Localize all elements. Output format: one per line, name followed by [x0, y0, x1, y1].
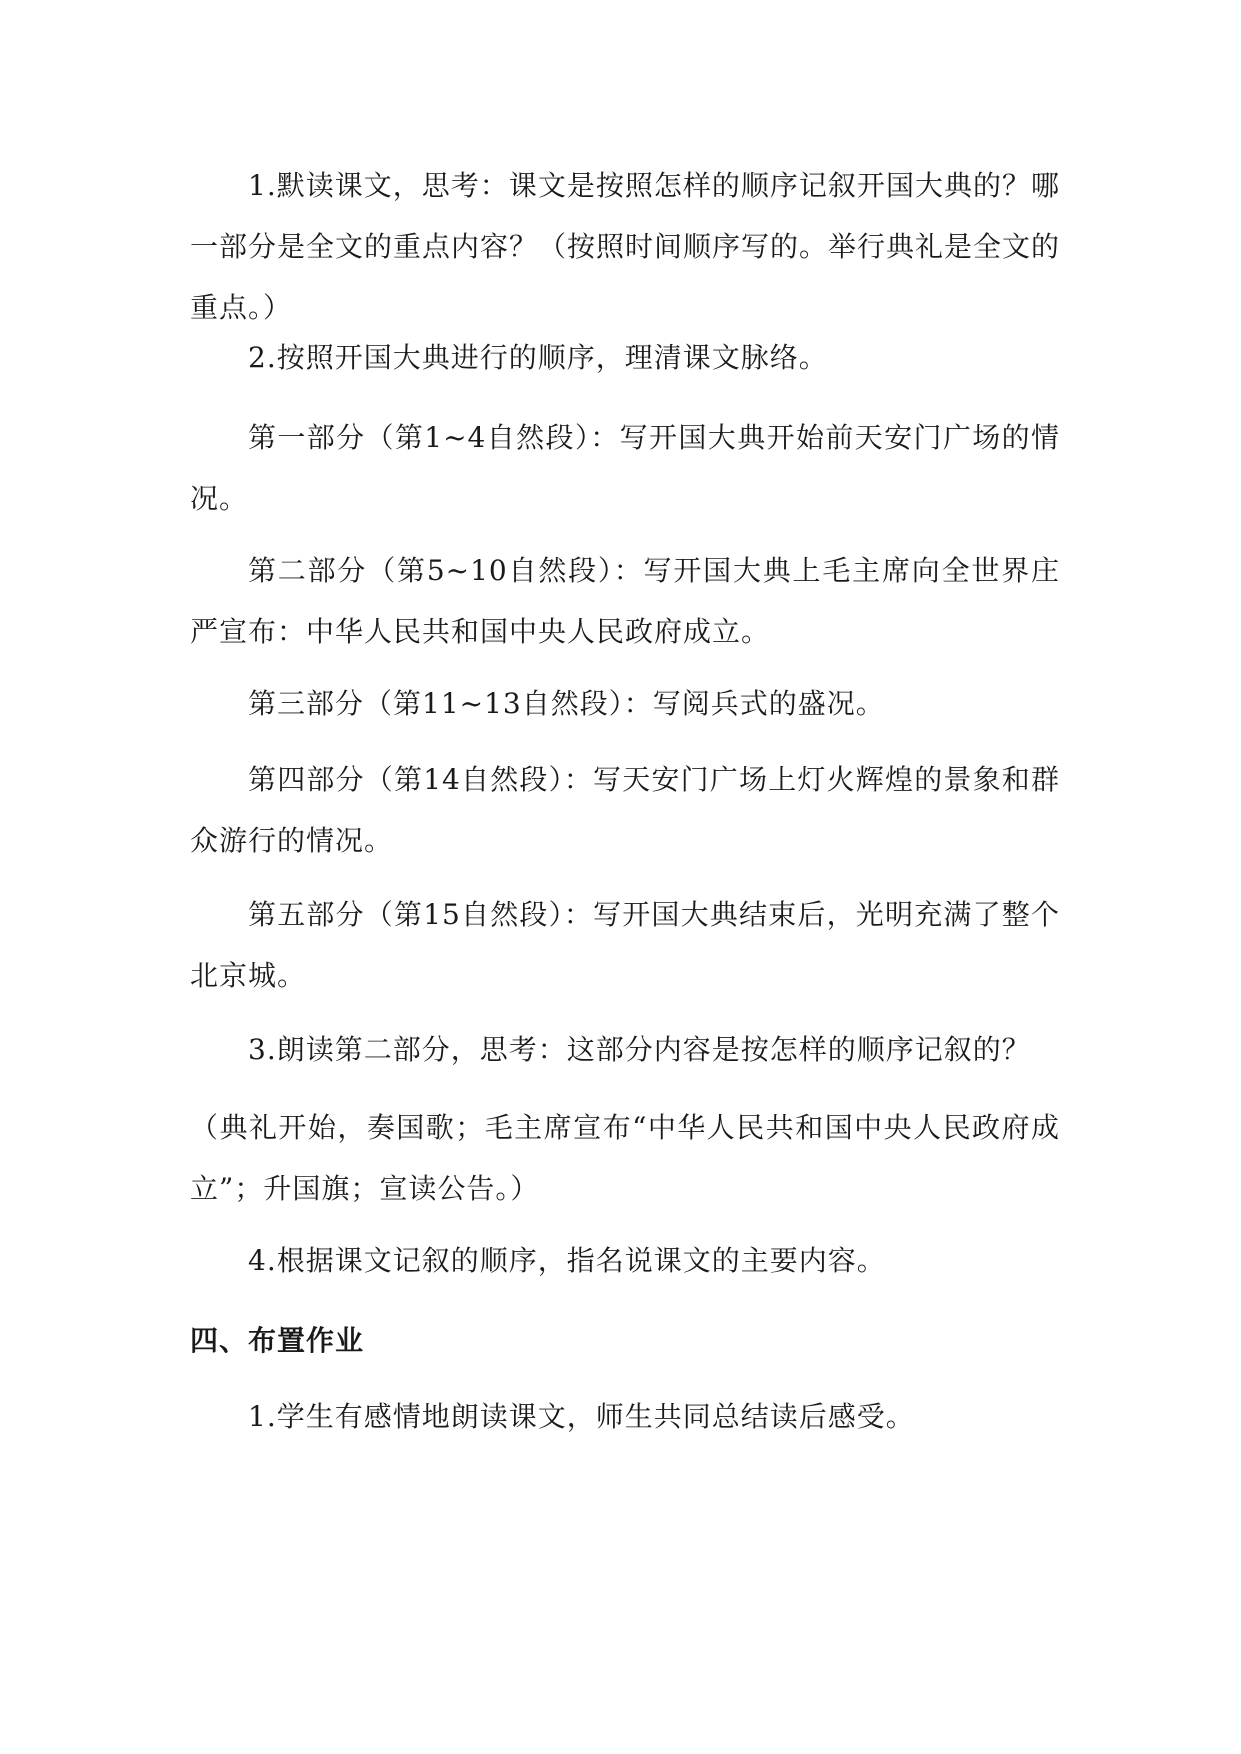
paragraph-question-2: 2.按照开国大典进行的顺序，理清课文脉络。	[248, 341, 828, 374]
paragraph-part-2: 第二部分（第5~10自然段）：写开国大典上毛主席向全世界庄严宣布：中华人民共和国中央人民政府成立。	[190, 554, 1060, 648]
section-heading-homework: 四、布置作业	[190, 1324, 365, 1357]
paragraph-part-3: 第三部分（第11~13自然段）：写阅兵式的盛况。	[248, 687, 885, 720]
paragraph-question-1: 1.默读课文，思考：课文是按照怎样的顺序记叙开国大典的？哪一部分是全文的重点内容？（按照时间顺序写的。举行典礼是全文的重点。）	[190, 169, 1061, 324]
paragraph-homework-1: 1.学生有感情地朗读课文，师生共同总结读后感受。	[248, 1400, 915, 1433]
paragraph-question-3: 3.朗读第二部分，思考：这部分内容是按怎样的顺序记叙的？	[248, 1033, 1031, 1066]
paragraph-part-5: 第五部分（第15自然段）：写开国大典结束后，光明充满了整个北京城。	[190, 898, 1060, 992]
paragraph-answer-3: （典礼开始，奏国歌；毛主席宣布“中华人民共和国中央人民政府成立”；升国旗；宣读公告。）	[190, 1111, 1060, 1205]
paragraph-part-1: 第一部分（第1~4自然段）：写开国大典开始前天安门广场的情况。	[190, 421, 1060, 515]
paragraph-part-4: 第四部分（第14自然段）：写天安门广场上灯火辉煌的景象和群众游行的情况。	[190, 763, 1060, 857]
paragraph-question-4: 4.根据课文记叙的顺序，指名说课文的主要内容。	[248, 1244, 886, 1277]
